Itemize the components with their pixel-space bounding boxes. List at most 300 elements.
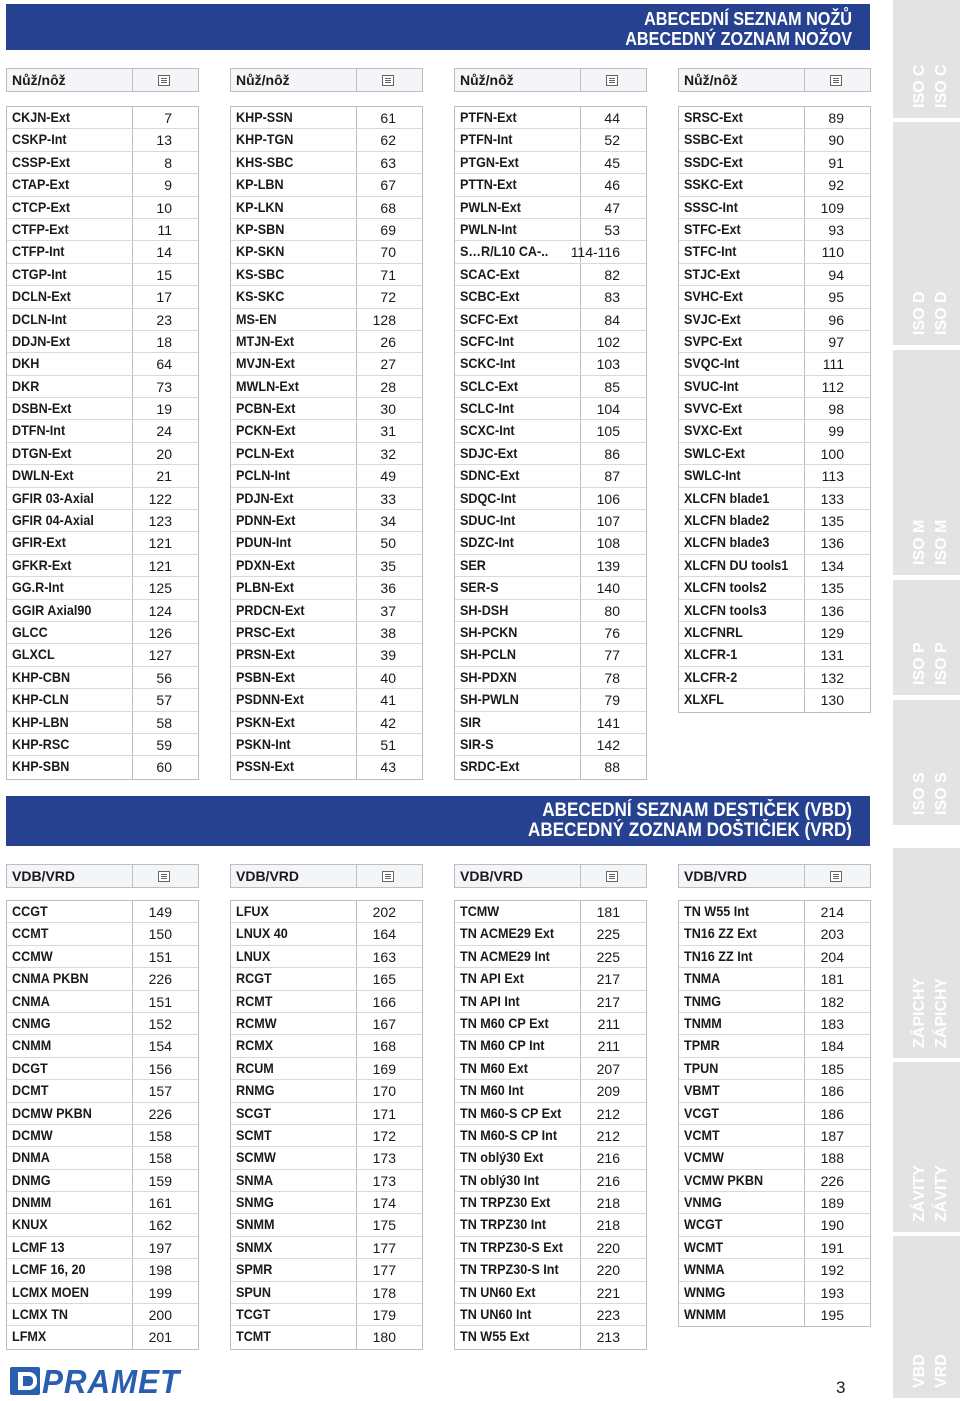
section-tab[interactable]	[893, 0, 960, 118]
item-code: S…R/L10 CA-..	[460, 243, 549, 260]
item-code: TCMT	[236, 1328, 272, 1345]
insert-index-table	[454, 900, 647, 1350]
page-ref: 226	[148, 971, 172, 988]
item-code: RCMW	[236, 1014, 277, 1031]
column-header-label: VDB/VRD	[12, 868, 76, 884]
page-ref: 174	[372, 1195, 396, 1212]
section-tab-label: ISO D	[933, 291, 950, 335]
page-ref: 63	[380, 154, 396, 171]
section-tab-label: VRD	[933, 1354, 950, 1388]
item-code: PCLN-Ext	[236, 444, 295, 461]
table-row	[679, 1058, 870, 1080]
item-code: SIR	[460, 713, 482, 730]
page-ref: 136	[820, 535, 844, 552]
table-row	[7, 991, 198, 1013]
table-row	[231, 667, 422, 689]
item-code: GFIR 03-Axial	[12, 489, 94, 506]
page-ref: 200	[148, 1307, 172, 1324]
table-row	[455, 734, 646, 756]
page-ref: 212	[596, 1127, 620, 1144]
item-code: CTFP-Ext	[12, 220, 69, 237]
item-code: SH-PCLN	[460, 646, 517, 663]
table-row	[7, 107, 198, 129]
section-tab-label: ISO S	[933, 772, 950, 815]
item-code: PCLN-Int	[236, 467, 290, 484]
item-code: KS-SBC	[236, 265, 285, 282]
section-tab[interactable]	[893, 122, 960, 345]
item-code: TN M60 Int	[460, 1082, 524, 1099]
page-ref: 45	[604, 154, 620, 171]
table-row	[455, 264, 646, 286]
table-row	[231, 1103, 422, 1125]
item-code: GFIR-Ext	[12, 534, 66, 551]
section-tab-label: ISO C	[933, 64, 950, 108]
table-row	[455, 689, 646, 711]
table-row	[455, 420, 646, 442]
item-code: GLXCL	[12, 646, 55, 663]
table-row	[679, 152, 870, 174]
table-row	[7, 577, 198, 599]
table-row	[7, 241, 198, 263]
item-code: PSKN-Int	[236, 735, 291, 752]
page-ref: 121	[148, 535, 172, 552]
page-ref: 181	[596, 904, 620, 920]
table-row	[679, 901, 870, 923]
header-divider	[804, 69, 805, 91]
page-ref: 182	[820, 993, 844, 1010]
item-code: CNMA	[12, 992, 50, 1009]
item-code: TN ACME29 Int	[460, 947, 550, 964]
page-ref: 165	[372, 971, 396, 988]
item-code: WCMT	[684, 1238, 724, 1255]
table-row	[7, 309, 198, 331]
table-row	[7, 129, 198, 151]
insert-index-table	[678, 900, 871, 1327]
page-ref: 180	[372, 1329, 396, 1346]
page-ref: 61	[380, 110, 396, 126]
page-ref: 95	[828, 289, 844, 306]
page-ref: 111	[822, 356, 844, 373]
page-ref: 73	[156, 378, 172, 395]
item-code: TN16 ZZ Ext	[684, 925, 757, 942]
item-code: SSDC-Ext	[684, 153, 743, 170]
item-code: PDXN-Ext	[236, 556, 295, 573]
table-row	[231, 331, 422, 353]
section-tab-labels	[893, 0, 960, 118]
table-row	[455, 1147, 646, 1169]
page-ref: 114-116	[570, 244, 620, 261]
page-ref: 207	[596, 1060, 620, 1077]
page-ref: 186	[820, 1105, 844, 1122]
table-row	[679, 1125, 870, 1147]
item-code: SH-PCKN	[460, 623, 518, 640]
table-row	[231, 443, 422, 465]
item-code: CNMG	[12, 1014, 51, 1031]
table-row	[679, 644, 870, 666]
book-icon	[830, 871, 842, 882]
table-row	[455, 622, 646, 644]
item-code: TN M60-S CP Ext	[460, 1104, 562, 1121]
page-ref: 103	[596, 356, 620, 373]
knife-column-header	[230, 68, 423, 92]
item-code: CTFP-Int	[12, 243, 65, 260]
page-ref: 127	[148, 647, 172, 664]
page-ref: 68	[380, 199, 396, 216]
item-code: PWLN-Int	[460, 220, 517, 237]
table-row	[455, 398, 646, 420]
item-code: PRSN-Ext	[236, 646, 295, 663]
page-ref: 193	[820, 1284, 844, 1301]
item-code: PCBN-Ext	[236, 400, 296, 417]
table-row	[7, 1214, 198, 1236]
page-ref: 47	[604, 199, 620, 216]
item-code: STJC-Ext	[684, 265, 741, 282]
section-tab-labels	[893, 848, 960, 1058]
section-tab-labels	[893, 350, 960, 575]
table-row	[679, 555, 870, 577]
item-code: TN TRPZ30-S Int	[460, 1261, 559, 1278]
page-ref: 8	[164, 154, 172, 171]
table-row	[679, 689, 870, 711]
table-row	[679, 286, 870, 308]
page-ref: 216	[596, 1150, 620, 1167]
table-row	[679, 577, 870, 599]
book-icon	[382, 75, 394, 86]
page-ref: 179	[372, 1307, 396, 1324]
logo-text: PRAMET	[42, 1363, 181, 1400]
table-row	[455, 756, 646, 778]
page-ref: 51	[380, 736, 396, 753]
banner-title-sk: ABECEDNÝ ZOZNAM NOŽOV	[625, 29, 852, 49]
table-row	[7, 398, 198, 420]
item-code: LNUX	[236, 947, 271, 964]
page-ref: 23	[156, 311, 172, 328]
table-row	[231, 1237, 422, 1259]
page-ref: 96	[828, 311, 844, 328]
item-code: DKH	[12, 355, 40, 372]
item-code: KHP-SBN	[12, 758, 70, 775]
item-code: SRDC-Ext	[460, 758, 520, 775]
table-row	[679, 1147, 870, 1169]
page-ref: 27	[380, 356, 396, 373]
table-row	[455, 968, 646, 990]
item-code: STFC-Ext	[684, 220, 741, 237]
page-ref: 157	[148, 1083, 172, 1100]
table-row	[679, 1170, 870, 1192]
page-ref: 20	[156, 445, 172, 462]
column-header-label: Nůž/nôž	[460, 72, 514, 88]
table-row	[7, 1237, 198, 1259]
item-code: SCGT	[236, 1104, 272, 1121]
page-ref: 223	[596, 1307, 620, 1324]
table-row	[679, 376, 870, 398]
pramet-logo-mark	[10, 1367, 40, 1395]
item-code: SSKC-Ext	[684, 176, 743, 193]
item-code: SSSC-Int	[684, 198, 738, 215]
section-tab[interactable]	[893, 700, 960, 825]
table-row	[231, 1170, 422, 1192]
table-row	[679, 510, 870, 532]
item-code: CCMT	[12, 925, 49, 942]
page-ref: 164	[372, 926, 396, 943]
table-row	[231, 420, 422, 442]
table-row	[679, 1237, 870, 1259]
page-ref: 123	[148, 513, 172, 530]
page-ref: 177	[372, 1239, 396, 1256]
table-row	[7, 901, 198, 923]
item-code: DTGN-Ext	[12, 444, 72, 461]
table-row	[231, 644, 422, 666]
page-ref: 42	[380, 714, 396, 731]
page-ref: 163	[372, 948, 396, 965]
item-code: RCUM	[236, 1059, 274, 1076]
table-row	[231, 510, 422, 532]
table-row	[679, 1259, 870, 1281]
section-tab-labels	[893, 122, 960, 345]
item-code: WNMM	[684, 1306, 726, 1323]
page-ref: 154	[148, 1038, 172, 1055]
table-row	[231, 968, 422, 990]
table-row	[455, 1282, 646, 1304]
item-code: DCGT	[12, 1059, 48, 1076]
table-row	[231, 600, 422, 622]
page-ref: 125	[148, 580, 172, 597]
item-code: LCMX MOEN	[12, 1283, 90, 1300]
table-row	[455, 152, 646, 174]
item-code: CSSP-Ext	[12, 153, 71, 170]
page-ref: 17	[156, 289, 172, 306]
page-ref: 220	[596, 1262, 620, 1279]
table-row	[455, 1125, 646, 1147]
page-ref: 94	[828, 266, 844, 283]
table-row	[7, 488, 198, 510]
item-code: TN M60-S CP Int	[460, 1126, 558, 1143]
column-header-label: Nůž/nôž	[12, 72, 66, 88]
book-icon	[158, 75, 170, 86]
table-row	[231, 398, 422, 420]
item-code: TN UN60 Ext	[460, 1283, 536, 1300]
section-tab-label: ZÁVITY	[933, 1165, 950, 1222]
page-ref: 159	[148, 1172, 172, 1189]
section-tab[interactable]	[893, 1062, 960, 1232]
item-code: CTCP-Ext	[12, 198, 71, 215]
table-row	[7, 152, 198, 174]
table-row	[679, 129, 870, 151]
item-code: SH-DSH	[460, 601, 509, 618]
table-row	[455, 197, 646, 219]
table-row	[679, 1192, 870, 1214]
page-ref: 203	[820, 926, 844, 943]
table-row	[7, 219, 198, 241]
table-row	[679, 923, 870, 945]
table-row	[455, 1013, 646, 1035]
page-ref: 57	[156, 692, 172, 709]
page-ref: 77	[604, 647, 620, 664]
item-code: VBMT	[684, 1082, 720, 1099]
page-ref: 151	[148, 948, 172, 965]
page-ref: 98	[828, 401, 844, 418]
column-header-label: VDB/VRD	[684, 868, 748, 884]
item-code: GGIR Axial90	[12, 601, 92, 618]
item-code: PSBN-Ext	[236, 668, 295, 685]
item-code: TNMA	[684, 970, 721, 987]
table-row	[679, 174, 870, 196]
table-row	[231, 1013, 422, 1035]
table-row	[455, 1080, 646, 1102]
page-ref: 173	[372, 1150, 396, 1167]
page-ref: 183	[820, 1015, 844, 1032]
table-row	[7, 689, 198, 711]
page-ref: 37	[380, 602, 396, 619]
page-ref: 106	[596, 490, 620, 507]
table-row	[231, 286, 422, 308]
item-code: TN16 ZZ Int	[684, 947, 753, 964]
table-row	[231, 264, 422, 286]
page-ref: 87	[604, 468, 620, 485]
table-row	[455, 174, 646, 196]
insert-column-header	[454, 864, 647, 888]
item-code: CNMM	[12, 1037, 52, 1054]
table-row	[7, 1192, 198, 1214]
table-row	[231, 219, 422, 241]
item-code: LCMX TN	[12, 1306, 68, 1323]
page-ref: 82	[604, 266, 620, 283]
item-code: SNMG	[236, 1194, 274, 1211]
page-ref: 83	[604, 289, 620, 306]
header-divider	[132, 69, 133, 91]
table-row	[7, 1326, 198, 1348]
page-ref: 162	[148, 1217, 172, 1234]
table-row	[679, 309, 870, 331]
item-code: TN TRPZ30-S Ext	[460, 1238, 563, 1255]
page-ref: 104	[596, 401, 620, 418]
table-row	[455, 1304, 646, 1326]
page-ref: 38	[380, 624, 396, 641]
item-code: TN W55 Int	[684, 903, 750, 919]
book-icon	[382, 871, 394, 882]
item-code: TN TRPZ30 Int	[460, 1216, 547, 1233]
page-ref: 14	[156, 244, 172, 261]
page-ref: 10	[156, 199, 172, 216]
section-tab-labels	[893, 700, 960, 825]
page-ref: 133	[820, 490, 844, 507]
page-ref: 34	[380, 513, 396, 530]
page-ref: 187	[820, 1127, 844, 1144]
item-code: SNMA	[236, 1171, 274, 1188]
knife-index-table	[678, 106, 871, 713]
item-code: SPUN	[236, 1283, 272, 1300]
section-tab[interactable]	[893, 848, 960, 1058]
column-header-label: VDB/VRD	[460, 868, 524, 884]
section-tab[interactable]	[893, 1236, 960, 1398]
item-code: LCMF 16, 20	[12, 1261, 86, 1278]
page-ref: 181	[820, 971, 844, 988]
table-row	[7, 644, 198, 666]
table-row	[679, 622, 870, 644]
item-code: XLCFN tools2	[684, 579, 767, 596]
page-ref: 217	[596, 993, 620, 1010]
table-row	[7, 174, 198, 196]
table-row	[455, 577, 646, 599]
table-row	[7, 1103, 198, 1125]
table-row	[679, 353, 870, 375]
table-row	[455, 532, 646, 554]
item-code: KHP-RSC	[12, 735, 70, 752]
item-code: SDNC-Ext	[460, 467, 520, 484]
page-ref: 80	[604, 602, 620, 619]
table-row	[7, 946, 198, 968]
table-row	[455, 286, 646, 308]
item-code: TN ACME29 Ext	[460, 925, 555, 942]
table-row	[455, 129, 646, 151]
table-row	[7, 376, 198, 398]
table-row	[679, 946, 870, 968]
section-tab-labels	[893, 580, 960, 695]
item-code: XLXFL	[684, 691, 724, 708]
book-icon	[830, 75, 842, 86]
knife-column-header	[678, 68, 871, 92]
page-ref: 166	[372, 993, 396, 1010]
table-row	[231, 353, 422, 375]
item-code: DNMG	[12, 1171, 51, 1188]
section-tab[interactable]	[893, 350, 960, 575]
page-ref: 212	[596, 1105, 620, 1122]
page-ref: 185	[820, 1060, 844, 1077]
item-code: KP-SKN	[236, 243, 285, 260]
table-row	[231, 756, 422, 778]
table-row	[455, 555, 646, 577]
item-code: SH-PDXN	[460, 668, 517, 685]
page-number: 3	[836, 1378, 846, 1397]
page-ref: 191	[820, 1239, 844, 1256]
item-code: DCLN-Int	[12, 310, 67, 327]
table-row	[7, 286, 198, 308]
section-tab-label: ISO P	[933, 642, 950, 685]
page-ref: 173	[372, 1172, 396, 1189]
table-row	[231, 1080, 422, 1102]
item-code: TN M60 CP Ext	[460, 1014, 549, 1031]
item-code: LCMF 13	[12, 1238, 65, 1255]
table-row	[679, 264, 870, 286]
table-row	[455, 667, 646, 689]
table-row	[455, 1259, 646, 1281]
table-row	[7, 510, 198, 532]
page-ref: 217	[596, 971, 620, 988]
item-code: XLCFNRL	[684, 623, 743, 640]
item-code: SDUC-Int	[460, 512, 516, 529]
item-code: PDJN-Ext	[236, 489, 294, 506]
insert-index-banner	[6, 796, 870, 846]
table-row	[7, 443, 198, 465]
page-ref: 124	[148, 602, 172, 619]
section-tab[interactable]	[893, 580, 960, 695]
page-ref: 7	[164, 110, 172, 126]
page-ref: 169	[372, 1060, 396, 1077]
insert-column-header	[678, 864, 871, 888]
page-ref: 226	[148, 1105, 172, 1122]
page-ref: 158	[148, 1127, 172, 1144]
table-row	[7, 1259, 198, 1281]
page-ref: 142	[596, 736, 620, 753]
item-code: SNMX	[236, 1238, 273, 1255]
page-ref: 161	[148, 1195, 172, 1212]
item-code: RCMT	[236, 992, 273, 1009]
table-row	[679, 331, 870, 353]
page-ref: 41	[380, 692, 396, 709]
table-row	[7, 1080, 198, 1102]
page-ref: 88	[604, 759, 620, 776]
item-code: SER-S	[460, 579, 499, 596]
